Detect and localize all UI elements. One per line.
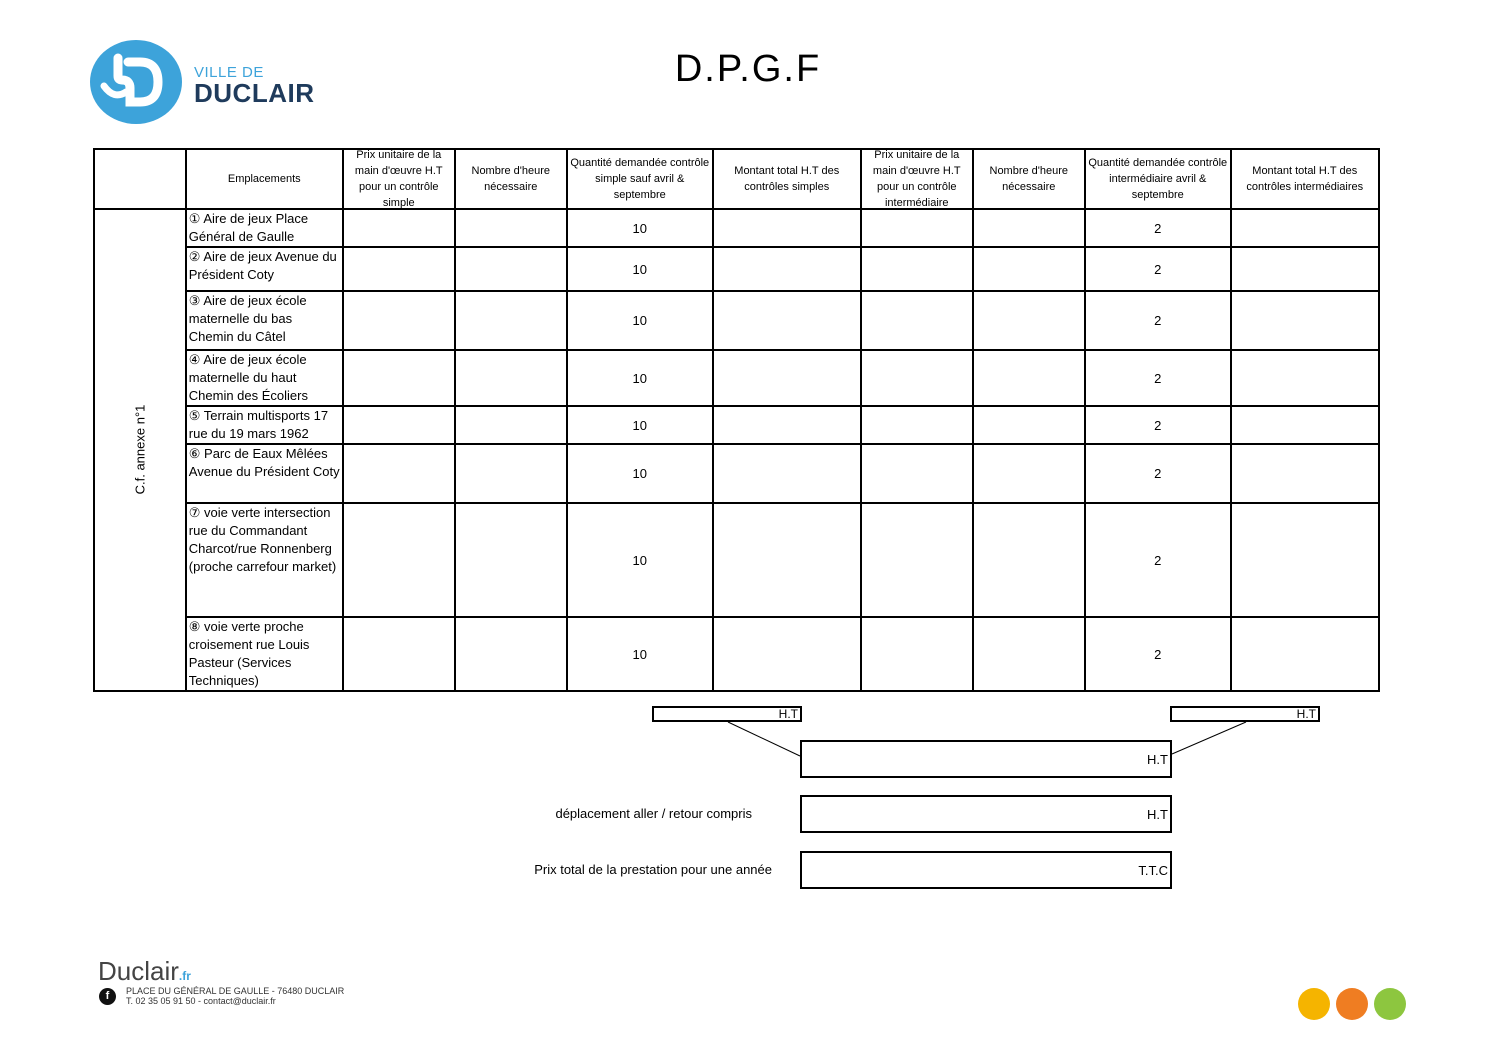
qty-simple-cell: 10: [567, 503, 713, 617]
qty-inter-cell: 2: [1085, 617, 1231, 691]
qty-simple-cell: 10: [567, 350, 713, 406]
sum-ht-field[interactable]: H.T: [800, 740, 1172, 778]
location-cell: ④ Aire de jeux école maternelle du haut Chemin des Écoliers: [186, 350, 343, 406]
location-cell: ② Aire de jeux Avenue du Président Coty: [186, 247, 343, 291]
side-label: C.f. annexe n°1: [132, 404, 148, 495]
location-cell: ① Aire de jeux Place Général de Gaulle: [186, 209, 343, 247]
header-cell: Prix unitaire de la main d'œuvre H.T pour un contrôle simple: [343, 149, 455, 209]
travel-ht-field[interactable]: H.T: [800, 795, 1172, 833]
facebook-icon[interactable]: f: [99, 988, 116, 1005]
footer-badges: [1298, 988, 1410, 1020]
qty-inter-cell: 2: [1085, 444, 1231, 503]
location-cell: ⑥ Parc de Eaux Mêlées Avenue du Président Coty: [186, 444, 343, 503]
page-title: D.P.G.F: [674, 48, 822, 90]
footer-address: [126, 986, 344, 1006]
annual-total-label: Prix total de la prestation pour une année: [534, 862, 772, 877]
location-cell: ⑦ voie verte intersection rue du Commandant Charcot/rue Ronnenberg (proche carrefour market): [186, 503, 343, 617]
qty-inter-cell: 2: [1085, 291, 1231, 350]
footer-brand: [98, 956, 191, 987]
qty-inter-cell: 2: [1085, 209, 1231, 247]
qty-simple-cell: 10: [567, 617, 713, 691]
orange-badge-icon: [1336, 988, 1368, 1020]
qty-simple-cell: 10: [567, 209, 713, 247]
location-cell: ⑤ Terrain multisports 17 rue du 19 mars 1962: [186, 406, 343, 444]
qty-inter-cell: 2: [1085, 406, 1231, 444]
qty-inter-cell: 2: [1085, 247, 1231, 291]
qty-simple-cell: 10: [567, 444, 713, 503]
logo-line2: DUCLAIR: [194, 78, 315, 108]
location-cell: ⑧ voie verte proche croisement rue Louis Pasteur (Services Techniques): [186, 617, 343, 691]
header-cell: Montant total H.T des contrôles intermédiaires: [1231, 149, 1379, 209]
footer-contact-line: T. 02 35 05 91 50 - contact@duclair.fr: [126, 996, 276, 1006]
yellow-badge-icon: [1298, 988, 1330, 1020]
qty-simple-cell: 10: [567, 406, 713, 444]
header-cell: Quantité demandée contrôle intermédiaire avril & septembre: [1085, 149, 1231, 209]
logo-line1: VILLE DE: [194, 64, 264, 81]
footer-brand-suffix: .fr: [178, 969, 191, 983]
header-cell: Nombre d'heure nécessaire: [973, 149, 1085, 209]
qty-inter-cell: 2: [1085, 503, 1231, 617]
qty-simple-cell: 10: [567, 291, 713, 350]
green-badge-icon: [1374, 988, 1406, 1020]
qty-inter-cell: 2: [1085, 350, 1231, 406]
travel-label: déplacement aller / retour compris: [555, 806, 752, 821]
header-cell: Nombre d'heure nécessaire: [455, 149, 567, 209]
location-cell: ③ Aire de jeux école maternelle du bas Chemin du Câtel: [186, 291, 343, 350]
header-cell: Montant total H.T des contrôles simples: [713, 149, 861, 209]
footer-brand-name: Duclair: [98, 956, 179, 986]
subtotal-simple-field[interactable]: H.T: [652, 706, 802, 722]
footer-address-line: PLACE DU GÉNÉRAL DE GAULLE - 76480 DUCLAIR: [126, 986, 345, 996]
header-cell: Quantité demandée contrôle simple sauf avril & septembre: [567, 149, 713, 209]
annual-ttc-field[interactable]: T.T.C: [800, 851, 1172, 889]
header-cell: Emplacements: [186, 149, 343, 209]
subtotal-intermediate-field[interactable]: H.T: [1170, 706, 1320, 722]
header-cell: Prix unitaire de la main d'œuvre H.T pour un contrôle intermédiaire: [861, 149, 973, 209]
qty-simple-cell: 10: [567, 247, 713, 291]
